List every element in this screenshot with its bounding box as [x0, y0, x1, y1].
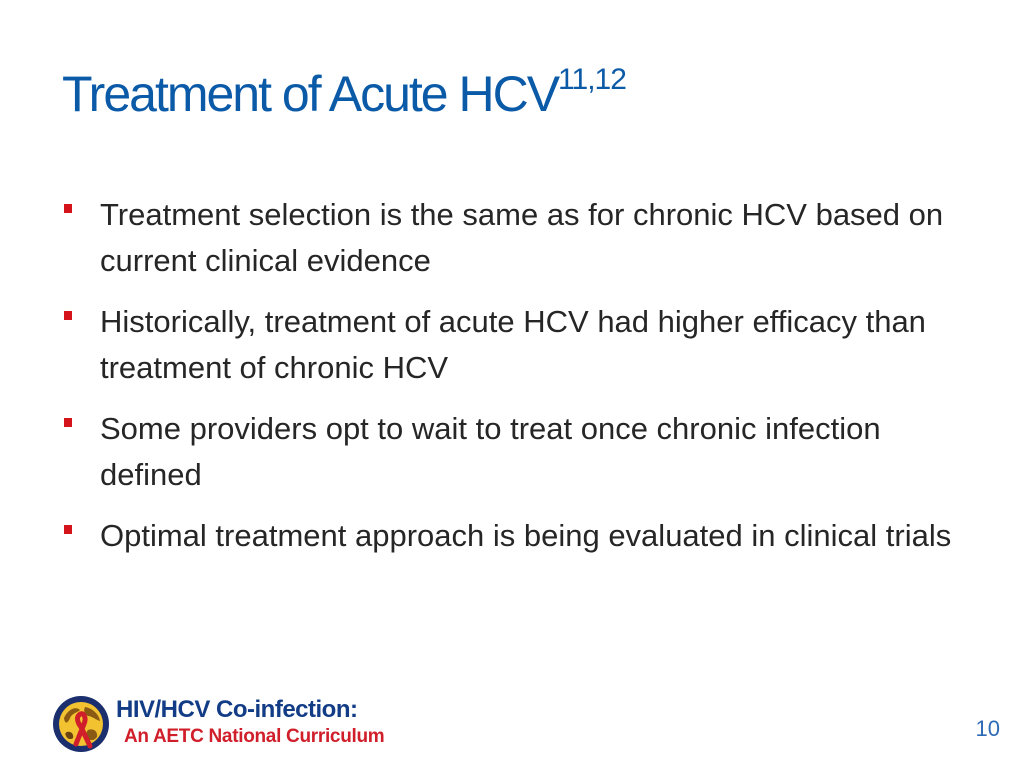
bullet-marker-icon	[64, 525, 72, 534]
bullet-item	[64, 406, 984, 498]
bullet-item	[64, 299, 984, 391]
logo-title: HIV/HCV Co-infection:	[116, 696, 358, 723]
title-citation-superscript: 11,12	[558, 63, 626, 96]
bullet-list	[64, 192, 984, 574]
curriculum-logo	[50, 694, 385, 756]
slide-title	[62, 64, 626, 124]
bullet-marker-icon	[64, 418, 72, 427]
bullet-marker-icon	[64, 311, 72, 320]
bullet-text: Optimal treatment approach is being evaluated in clinical trials	[100, 518, 952, 553]
slide-title-text: Treatment of Acute HCV	[62, 66, 559, 122]
bullet-text: Some providers opt to wait to treat once chronic infection defined	[100, 411, 881, 492]
bullet-text: Historically, treatment of acute HCV had higher efficacy than treatment of chronic HCV	[100, 304, 926, 385]
awareness-ribbon-globe-icon	[50, 694, 114, 754]
bullet-item	[64, 513, 984, 559]
bullet-text: Treatment selection is the same as for chronic HCV based on current clinical evidence	[100, 197, 944, 278]
page-number: 10	[975, 716, 1000, 741]
bullet-item	[64, 192, 984, 284]
bullet-marker-icon	[64, 204, 72, 213]
logo-subtitle: An AETC National Curriculum	[124, 726, 385, 747]
